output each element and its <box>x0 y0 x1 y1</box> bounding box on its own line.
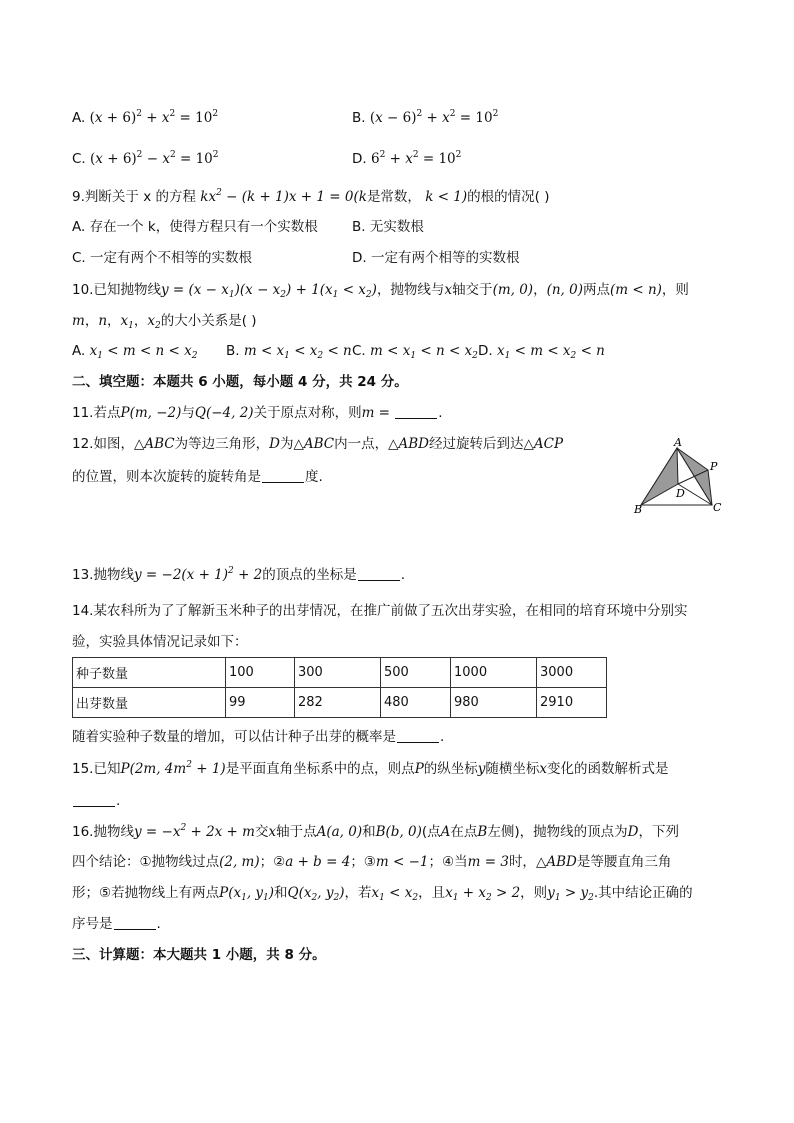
q8-option-a: A. $(x + 6)^2 + x^2 = 10^2$ <box>72 109 219 126</box>
q16-stem-line3: 形；⑤若抛物线上有两点$P(x_1$, $y_1$)和$Q(x_2$, $y_2$)，若$x_1 < x_2$，且$x_1 + x_2 > 2$，则$y_1 > y_2$.其中结论正确的 <box>72 885 693 903</box>
q10-stem: 10.已知抛物线$y = (x - x_1)(x - x_2) + 1(x_1 < x_2)$，抛物线与x轴交于(m, 0)，(n, 0)两点(m < n)，则 <box>72 282 689 300</box>
q8-option-b: B. $(x - 6)^2 + x^2 = 10^2$ <box>352 109 499 126</box>
table-cell: 99 <box>226 688 295 718</box>
table-cell: 2910 <box>537 688 607 718</box>
q15-answer-blank[interactable] <box>73 792 115 807</box>
q10-option-c: C. $m < x_1 < n < x_2$ <box>352 343 478 361</box>
q8-option-c: C. $(x + 6)^2 - x^2 = 10^2$ <box>72 150 219 167</box>
table-cell: 3000 <box>537 658 607 688</box>
q16-stem: 16.抛物线$y = -x^2 + 2x + m$交x轴于点A(a, 0)和B(b, 0)(点A在点B左侧)，抛物线的顶点为D，下列 <box>72 823 679 840</box>
label-b: B <box>634 503 643 516</box>
triangle-figure <box>630 438 730 518</box>
table-row <box>73 688 607 718</box>
germination-table <box>72 657 607 718</box>
q9-option-d: D. 一定有两个相等的实数根 <box>352 250 520 266</box>
table-row <box>73 658 607 688</box>
q9-stem: 9.判断关于 x 的方程 $kx^2 - (k + 1)x + 1 = 0(k$是常数， k < 1)的根的情况( ) <box>72 188 550 205</box>
table-cell: 出芽数量 <box>73 688 226 718</box>
q11: 11.若点P(m, −2)与Q(−4, 2)关于原点对称，则m = . <box>72 405 443 421</box>
q8-option-d: D. $6^2 + x^2 = 10^2$ <box>352 150 462 167</box>
q16-answer-blank[interactable] <box>114 915 156 930</box>
label-c: C <box>713 501 722 514</box>
q15-answer-line: . <box>72 791 120 811</box>
q9-option-b: B. 无实数根 <box>352 219 424 235</box>
table-cell: 300 <box>295 658 381 688</box>
q14-answer-blank[interactable] <box>397 728 439 743</box>
label-a: A <box>674 438 682 449</box>
table-cell: 282 <box>295 688 381 718</box>
q14-stem-line2: 验，实验具体情况记录如下： <box>72 634 248 650</box>
q10-option-b: B. $m < x_1 < x_2 < n$ <box>226 343 352 361</box>
shaded-triangle-abd <box>641 448 678 505</box>
q16-stem-line2: 四个结论：①抛物线过点(2, m)；②a + b = 4；③m < −1；④当m = 3时，△ABD是等腰直角三角 <box>72 854 672 870</box>
q15-stem: 15.已知P(2m, $4m^2 + 1$)是平面直角坐标系中的点，则点P的纵坐标y随横坐标x变化的函数解析式是 <box>72 760 669 777</box>
q14-stem: 14.某农科所为了了解新玉米种子的出芽情况，在推广前做了五次出芽实验，在相同的培育环境中分别实 <box>72 603 688 619</box>
section-2-heading: 二、填空题：本题共 6 小题，每小题 4 分，共 24 分。 <box>72 374 408 390</box>
table-cell: 100 <box>226 658 295 688</box>
table-cell: 480 <box>381 688 451 718</box>
q10-option-a: A. $x_1 < m < n < x_2$ <box>72 343 198 361</box>
q12-stem: 12.如图，△ABC为等边三角形，D为△ABC内一点，△ABD经过旋转后到达△ACP <box>72 436 564 452</box>
q14-question: 随着实验种子数量的增加，可以估计种子出芽的概率是 . <box>72 729 445 745</box>
table-cell: 500 <box>381 658 451 688</box>
q16-stem-line4: 序号是 . <box>72 916 161 932</box>
label-p: P <box>710 460 718 473</box>
table-cell: 种子数量 <box>73 658 226 688</box>
table-cell: 980 <box>451 688 537 718</box>
q10-option-d: D. $x_1 < m < x_2 < n$ <box>478 343 605 361</box>
q13-answer-blank[interactable] <box>358 566 400 581</box>
q9-option-a: A. 存在一个 k，使得方程只有一个实数根 <box>72 219 318 235</box>
q13: 13.抛物线$y = -2(x + 1)^2 + 2$的顶点的坐标是 . <box>72 566 406 583</box>
q12-stem-line2: 的位置，则本次旋转的旋转角是 度. <box>72 469 323 485</box>
q10-stem-line2: m，n，$x_1$，$x_2$的大小关系是( ) <box>72 313 257 331</box>
section-3-heading: 三、计算题：本大题共 1 小题，共 8 分。 <box>72 947 326 963</box>
q12-answer-blank[interactable] <box>262 468 304 483</box>
q11-answer-blank[interactable] <box>395 404 437 419</box>
table-cell: 1000 <box>451 658 537 688</box>
label-d: D <box>676 487 685 500</box>
q9-option-c: C. 一定有两个不相等的实数根 <box>72 250 253 266</box>
